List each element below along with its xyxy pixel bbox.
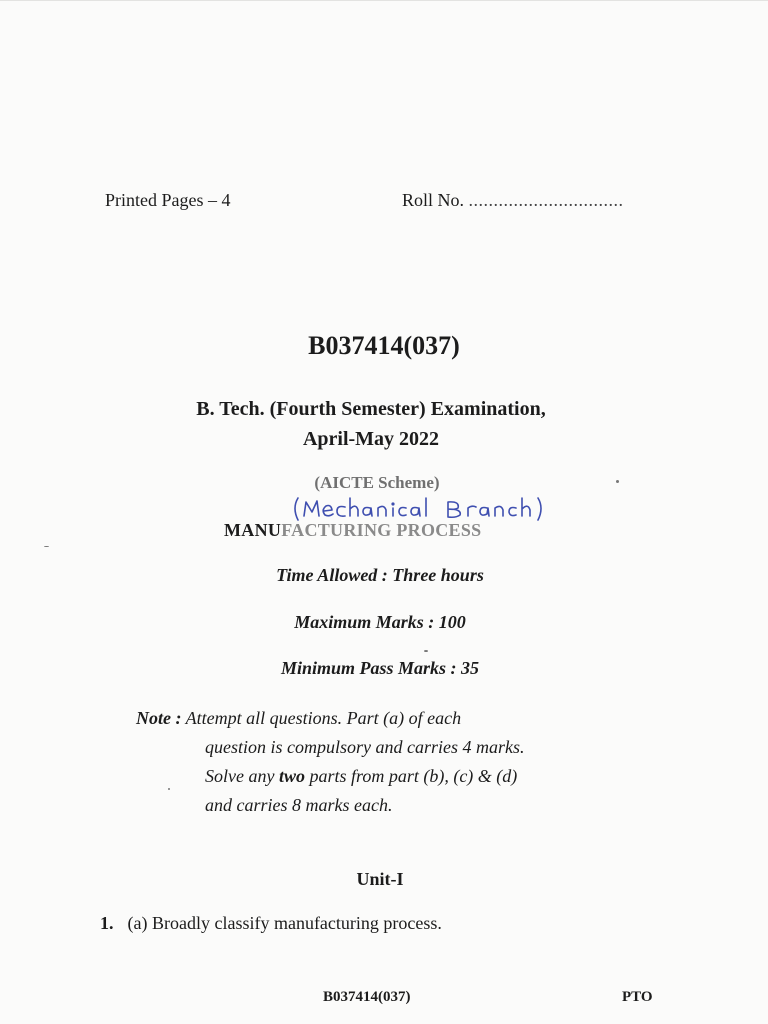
exam-title — [0, 394, 742, 454]
scan-speck — [168, 788, 170, 790]
question-text: (a) Broadly classify manufacturing process. — [127, 913, 442, 933]
scan-speck — [424, 650, 428, 652]
scan-speck — [44, 546, 49, 547]
question-number: 1. — [100, 913, 114, 933]
instructions-note — [136, 704, 636, 820]
note-line-3-pre: Solve any — [205, 766, 275, 786]
note-line-2: question is compulsory and carries 4 marks. — [205, 737, 525, 757]
note-line-1: Attempt all questions. Part (a) of each — [185, 708, 462, 728]
roll-number-field — [402, 190, 624, 211]
time-allowed: Time Allowed : Three hours — [276, 565, 484, 585]
footer-pto: PTO — [622, 989, 653, 1005]
scan-speck — [616, 480, 619, 483]
exam-title-line1: B. Tech. (Fourth Semester) Examination, — [196, 398, 546, 420]
note-line-3-emphasis: two — [278, 766, 305, 786]
exam-title-line2: April-May 2022 — [302, 428, 440, 450]
note-line-4: and carries 8 marks each. — [205, 795, 393, 815]
subject-title-part2: FACTURING PROCESS — [281, 520, 482, 540]
note-label: Note : — [136, 708, 182, 728]
note-line-3-post: parts from part (b), (c) & (d) — [309, 766, 518, 786]
question-1 — [100, 913, 442, 934]
maximum-marks: Maximum Marks : 100 — [294, 612, 466, 632]
subject-title — [224, 520, 481, 541]
note-line-3 — [136, 762, 636, 791]
scheme: (AICTE Scheme) — [314, 473, 440, 492]
printed-pages: Printed Pages – 4 — [105, 190, 231, 210]
handwritten-branch-annotation — [290, 490, 590, 524]
footer-paper-code: B037414(037) — [323, 989, 411, 1005]
roll-number-label: Roll No. — [402, 190, 465, 210]
roll-number-blank: ............................... — [468, 190, 624, 210]
unit-heading: Unit-I — [356, 869, 404, 889]
paper-code: B037414(037) — [308, 331, 460, 360]
minimum-pass-marks: Minimum Pass Marks : 35 — [280, 658, 480, 678]
subject-title-part1: MANU — [224, 520, 282, 540]
